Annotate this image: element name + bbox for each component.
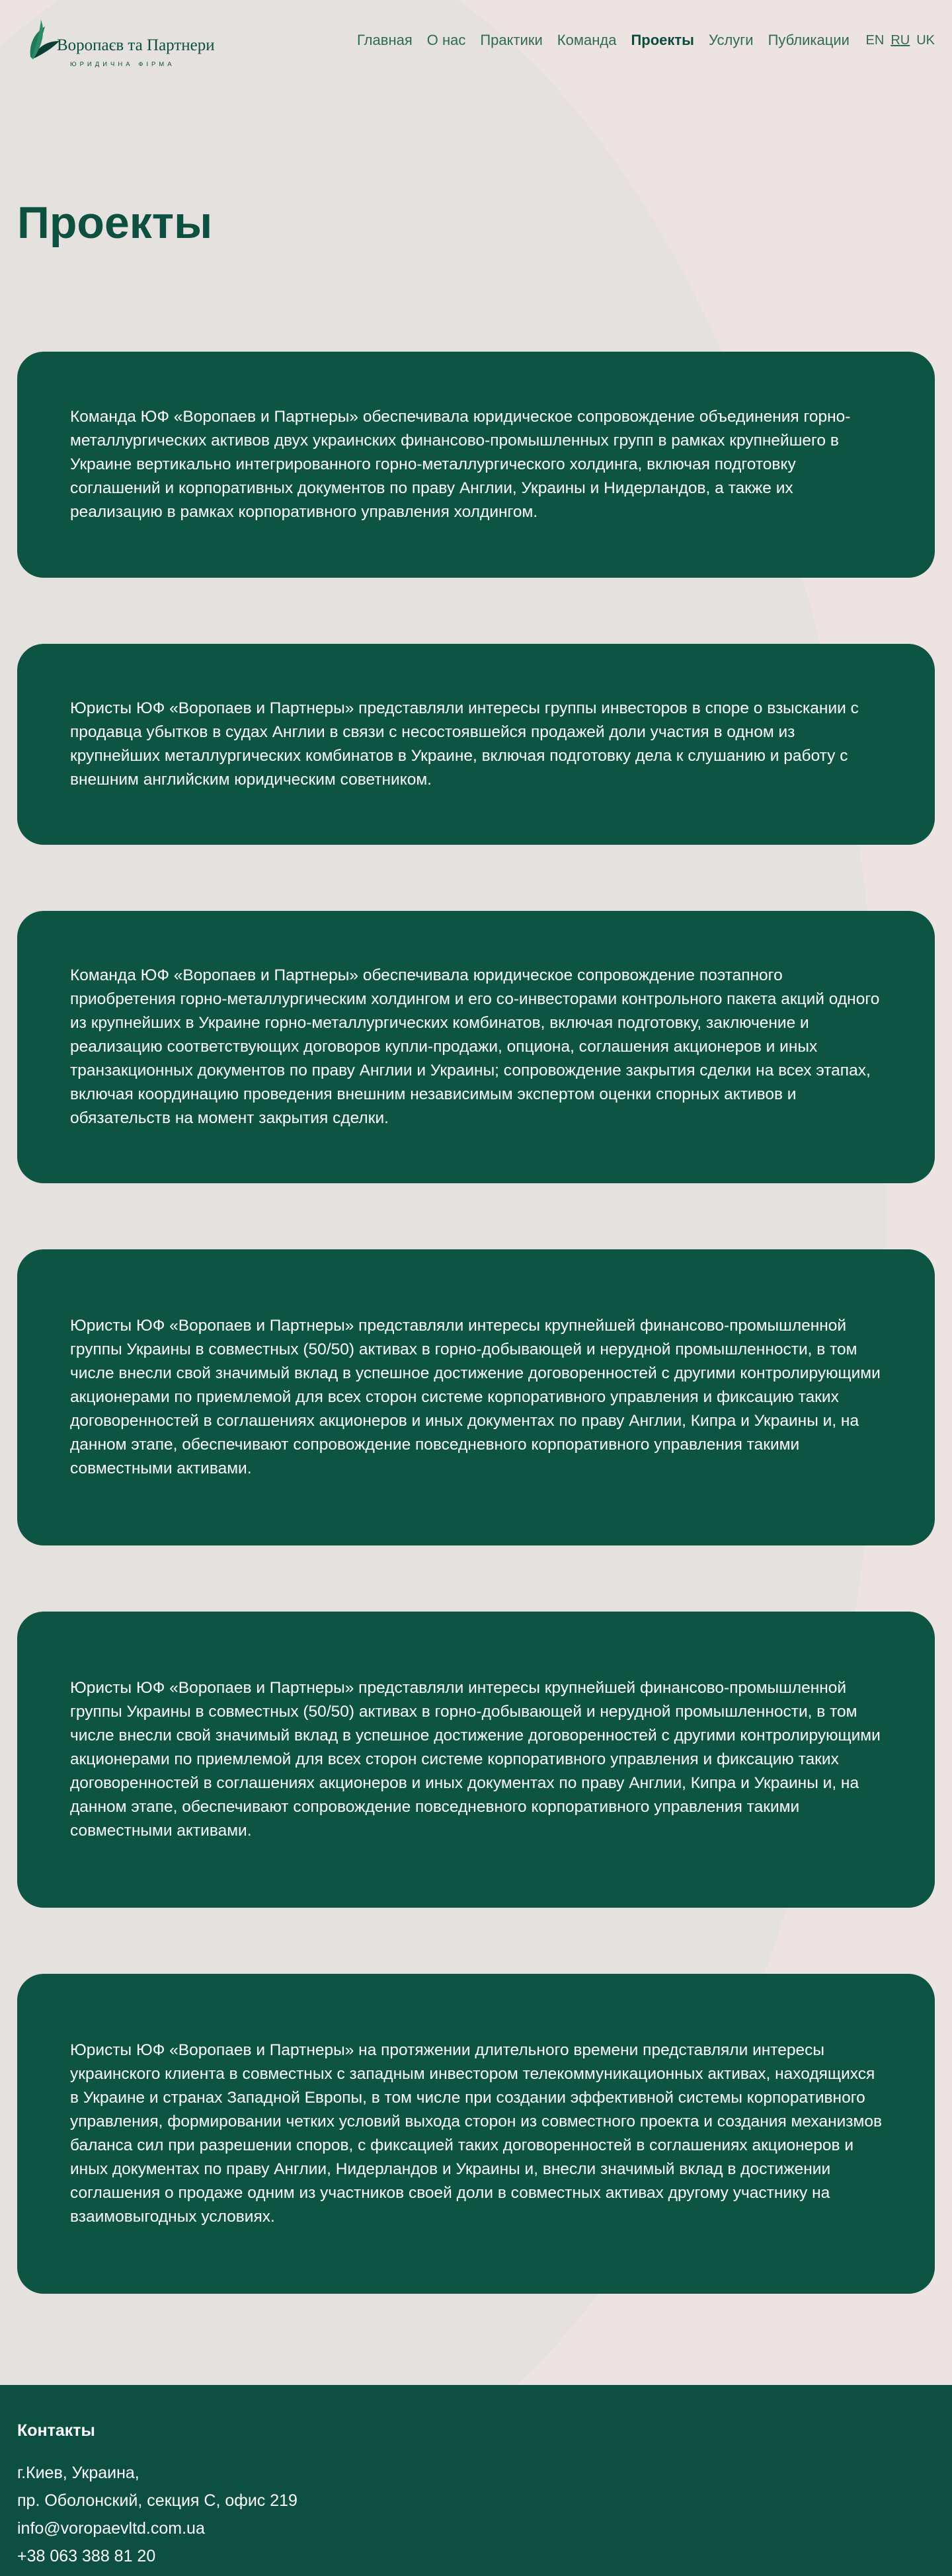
nav-item-about[interactable]: О нас: [426, 32, 466, 48]
footer-email-link[interactable]: info@voropaevltd.com.ua: [17, 2519, 205, 2538]
project-card: [17, 1612, 935, 1908]
nav-item-home[interactable]: Главная: [357, 32, 413, 48]
project-card: [17, 352, 935, 578]
nav-item-services[interactable]: Услуги: [708, 32, 754, 48]
project-text: Юристы ЮФ «Воропаев и Партнеры» на протяжении длительного времени представляли интересы украинского клиента в совместных с западным инвестором телекоммуникационных активах, находящихся в Украине и странах Западной Европы, в том числе при создании эффективной системы корпоративного управления, формировании четких условий выхода сторон из совместного проекта и создания механизмов баланса сил при разрешении споров, с фиксацией таких договоренностей в соглашениях акционеров и иных документах по праву Англии, Нидерландов и Украины и, внесли значимый вклад в достижении соглашения о продаже одним из участников своей доли в совместных активах другому участнику на взаимовыгодных условиях.: [70, 2041, 883, 2226]
lang-uk[interactable]: UK: [916, 33, 935, 48]
footer-phone-link[interactable]: +38 063 388 81 20: [17, 2547, 156, 2565]
logo[interactable]: [25, 9, 217, 75]
language-switcher: [866, 33, 935, 48]
site-footer: [0, 2385, 952, 2576]
footer-title: Контакты: [17, 2421, 95, 2440]
lang-en[interactable]: EN: [865, 33, 885, 48]
project-card: [17, 911, 935, 1183]
project-text: Юристы ЮФ «Воропаев и Партнеры» представляли интересы группы инвесторов в споре о взыскании с продавца убытков в судах Англии в связи с несостоявшейся продажей доли участия в одном из крупнейших металлургических комбинатов в Украине, включая подготовку дела к слушанию и работу с внешним английским юридическим советником.: [70, 699, 859, 789]
lang-ru[interactable]: RU: [891, 33, 910, 48]
logo-leaf-icon: [25, 9, 217, 75]
site-header: [0, 0, 952, 86]
nav-item-team[interactable]: Команда: [557, 32, 617, 48]
project-card: [17, 1974, 935, 2294]
main-nav: [357, 32, 850, 49]
logo-tagline: ЮРИДИЧНА ФІРМА: [70, 61, 175, 68]
project-text: Команда ЮФ «Воропаев и Партнеры» обеспечивала юридическое сопровождение объединения горно-металлургических активов двух украинских финансово-промышленных групп в рамках крупнейшего в Украине вертикально интегрированного горно-металлургического холдинга, включая подготовку соглашений и корпоративных документов по праву Англии, Украины и Нидерландов, а также их реализацию в рамках корпоративного управления холдингом.: [70, 408, 851, 521]
project-card: [17, 644, 935, 845]
project-text: Юристы ЮФ «Воропаев и Партнеры» представляли интересы крупнейшей финансово-промышленной группы Украины в совместных (50/50) активах в горно-добывающей и нерудной промышленности, в том числе внесли свой значимый вклад в успешное достижение договоренностей с другими контролирующими акционерами по приемлемой для всех сторон системе корпоративного управления и фиксацию таких договоренностей в соглашениях акционеров и иных документах по праву Англии, Кипра и Украины и, на данном этапе, обеспечивают сопровождение повседневного корпоративного управления такими совместными активами.: [70, 1317, 881, 1477]
project-card: [17, 1249, 935, 1545]
page-title: Проекты: [17, 198, 213, 248]
footer-address-line1: г.Киев, Украина,: [17, 2464, 139, 2482]
nav-item-publications[interactable]: Публикации: [768, 32, 850, 48]
nav-item-practices[interactable]: Практики: [480, 32, 543, 48]
project-text: Юристы ЮФ «Воропаев и Партнеры» представляли интересы крупнейшей финансово-промышленной группы Украины в совместных (50/50) активах в горно-добывающей и нерудной промышленности, в том числе внесли свой значимый вклад в успешное достижение договоренностей с другими контролирующими акционерами по приемлемой для всех сторон системе корпоративного управления и фиксацию таких договоренностей в соглашениях акционеров и иных документах по праву Англии, Кипра и Украины и, на данном этапе, обеспечивают сопровождение повседневного корпоративного управления такими совместными активами.: [70, 1679, 881, 1840]
footer-address-line2: пр. Оболонский, секция С, офис 219: [17, 2491, 298, 2510]
project-text: Команда ЮФ «Воропаев и Партнеры» обеспечивала юридическое сопровождение поэтапного приобретения горно-металлургическим холдингом и его со-инвесторами контрольного пакета акций одного из крупнейших в Украине горно-металлургических комбинатов, включая подготовку, заключение и реализацию соответствующих договоров купли-продажи, опциона, соглашения акционеров и иных транзакционных документов по праву Англии и Украины; сопровождение закрытия сделки на всех этапах, включая координацию проведения внешним независимым экспертом оценки спорных активов и обязательств на момент закрытия сделки.: [70, 966, 880, 1127]
nav-item-projects[interactable]: Проекты: [631, 32, 694, 48]
logo-wordmark: Воропаєв та Партнери: [57, 36, 215, 54]
